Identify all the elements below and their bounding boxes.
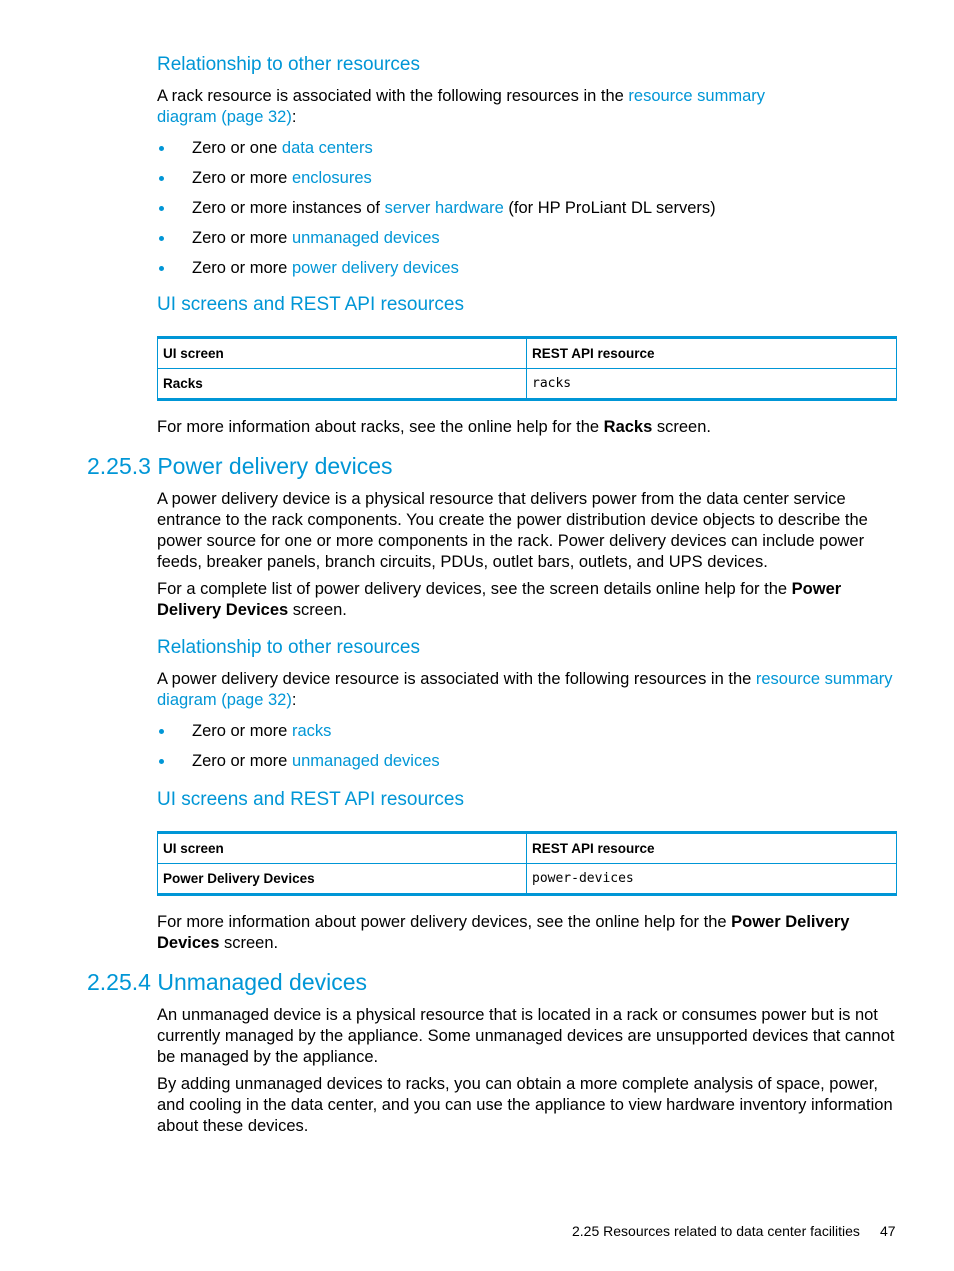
racks-intro: A rack resource is associated with the following resources in the resource summary diagram (page 32): — [157, 87, 766, 126]
table-header-row — [158, 338, 897, 369]
unmanaged-devices-link[interactable]: unmanaged devices — [291, 752, 440, 770]
list-item: Zero or more unmanaged devices — [157, 228, 716, 258]
table-cell: racks — [527, 369, 897, 400]
list-item: Zero or more racks — [157, 721, 440, 751]
resource-summary-link[interactable]: resource summary diagram (page 32) — [157, 670, 893, 709]
ui-screens-heading-racks: UI screens and REST API resources — [157, 294, 464, 315]
table-cell: power-devices — [527, 864, 897, 895]
racks-link[interactable]: racks — [291, 722, 332, 740]
unmanaged-devices-link[interactable]: unmanaged devices — [291, 229, 440, 247]
list-item: Zero or one data centers — [157, 138, 716, 168]
resource-summary-link[interactable]: resource summary diagram (page 32) — [157, 87, 766, 126]
list-item: Zero or more power delivery devices — [157, 258, 716, 288]
table-row — [158, 864, 897, 895]
racks-api-table — [157, 336, 897, 401]
table-header-cell: UI screen — [158, 833, 527, 864]
power-delivery-description: A power delivery device is a physical resource that delivers power from the data center service entrance to the rack components. You create the power distribution device objects to describe the power source for one or more components in the rack. Power delivery devices can include power feeds, breaker panels, branch circuits, PDUs, outlet bars, outlets, and UPS devices. — [157, 490, 868, 571]
unmanaged-benefits: By adding unmanaged devices to racks, you can obtain a more complete analysis of space, power, and cooling in the data center, and you can use the appliance to view hardware inventory information about these devices. — [157, 1075, 893, 1135]
table-header-cell: REST API resource — [527, 833, 897, 864]
server-hardware-link[interactable]: server hardware — [384, 199, 504, 217]
section-heading-power-delivery: 2.25.3 Power delivery devices — [87, 453, 393, 479]
relationship-heading-power: Relationship to other resources — [157, 637, 420, 658]
page-number: 47 — [880, 1223, 896, 1239]
ui-screens-heading-power: UI screens and REST API resources — [157, 789, 464, 810]
table-cell: Power Delivery Devices — [158, 864, 527, 895]
racks-relationship-list — [157, 138, 716, 288]
power-delivery-devices-link[interactable]: power delivery devices — [291, 259, 459, 277]
table-header-row — [158, 833, 897, 864]
table-header-cell: REST API resource — [527, 338, 897, 369]
list-item: Zero or more instances of server hardware (for HP ProLiant DL servers) — [157, 198, 716, 228]
section-heading-unmanaged: 2.25.4 Unmanaged devices — [87, 969, 368, 995]
power-more-info: For more information about power delivery devices, see the online help for the Power Delivery Devices screen. — [157, 913, 850, 952]
list-item: Zero or more unmanaged devices — [157, 751, 440, 781]
unmanaged-description: An unmanaged device is a physical resource that is located in a rack or consumes power but is not currently managed by the appliance. Some unmanaged devices are unsupported devices that cannot be managed by the appliance. — [157, 1006, 895, 1066]
power-delivery-list-note: For a complete list of power delivery devices, see the screen details online help for the Power Delivery Devices screen. — [157, 580, 842, 619]
power-api-table — [157, 831, 897, 896]
table-header-cell: UI screen — [158, 338, 527, 369]
table-cell: Racks — [158, 369, 527, 400]
relationship-heading-racks: Relationship to other resources — [157, 54, 420, 75]
list-item: Zero or more enclosures — [157, 168, 716, 198]
racks-more-info: For more information about racks, see the online help for the Racks screen. — [157, 418, 711, 436]
data-centers-link[interactable]: data centers — [281, 139, 373, 157]
power-relationship-list — [157, 721, 440, 781]
table-row — [158, 369, 897, 400]
enclosures-link[interactable]: enclosures — [291, 169, 372, 187]
footer-section-title: 2.25 Resources related to data center facilities — [572, 1223, 860, 1239]
power-intro: A power delivery device resource is associated with the following resources in the resource summary diagram (page 32): — [157, 670, 893, 709]
